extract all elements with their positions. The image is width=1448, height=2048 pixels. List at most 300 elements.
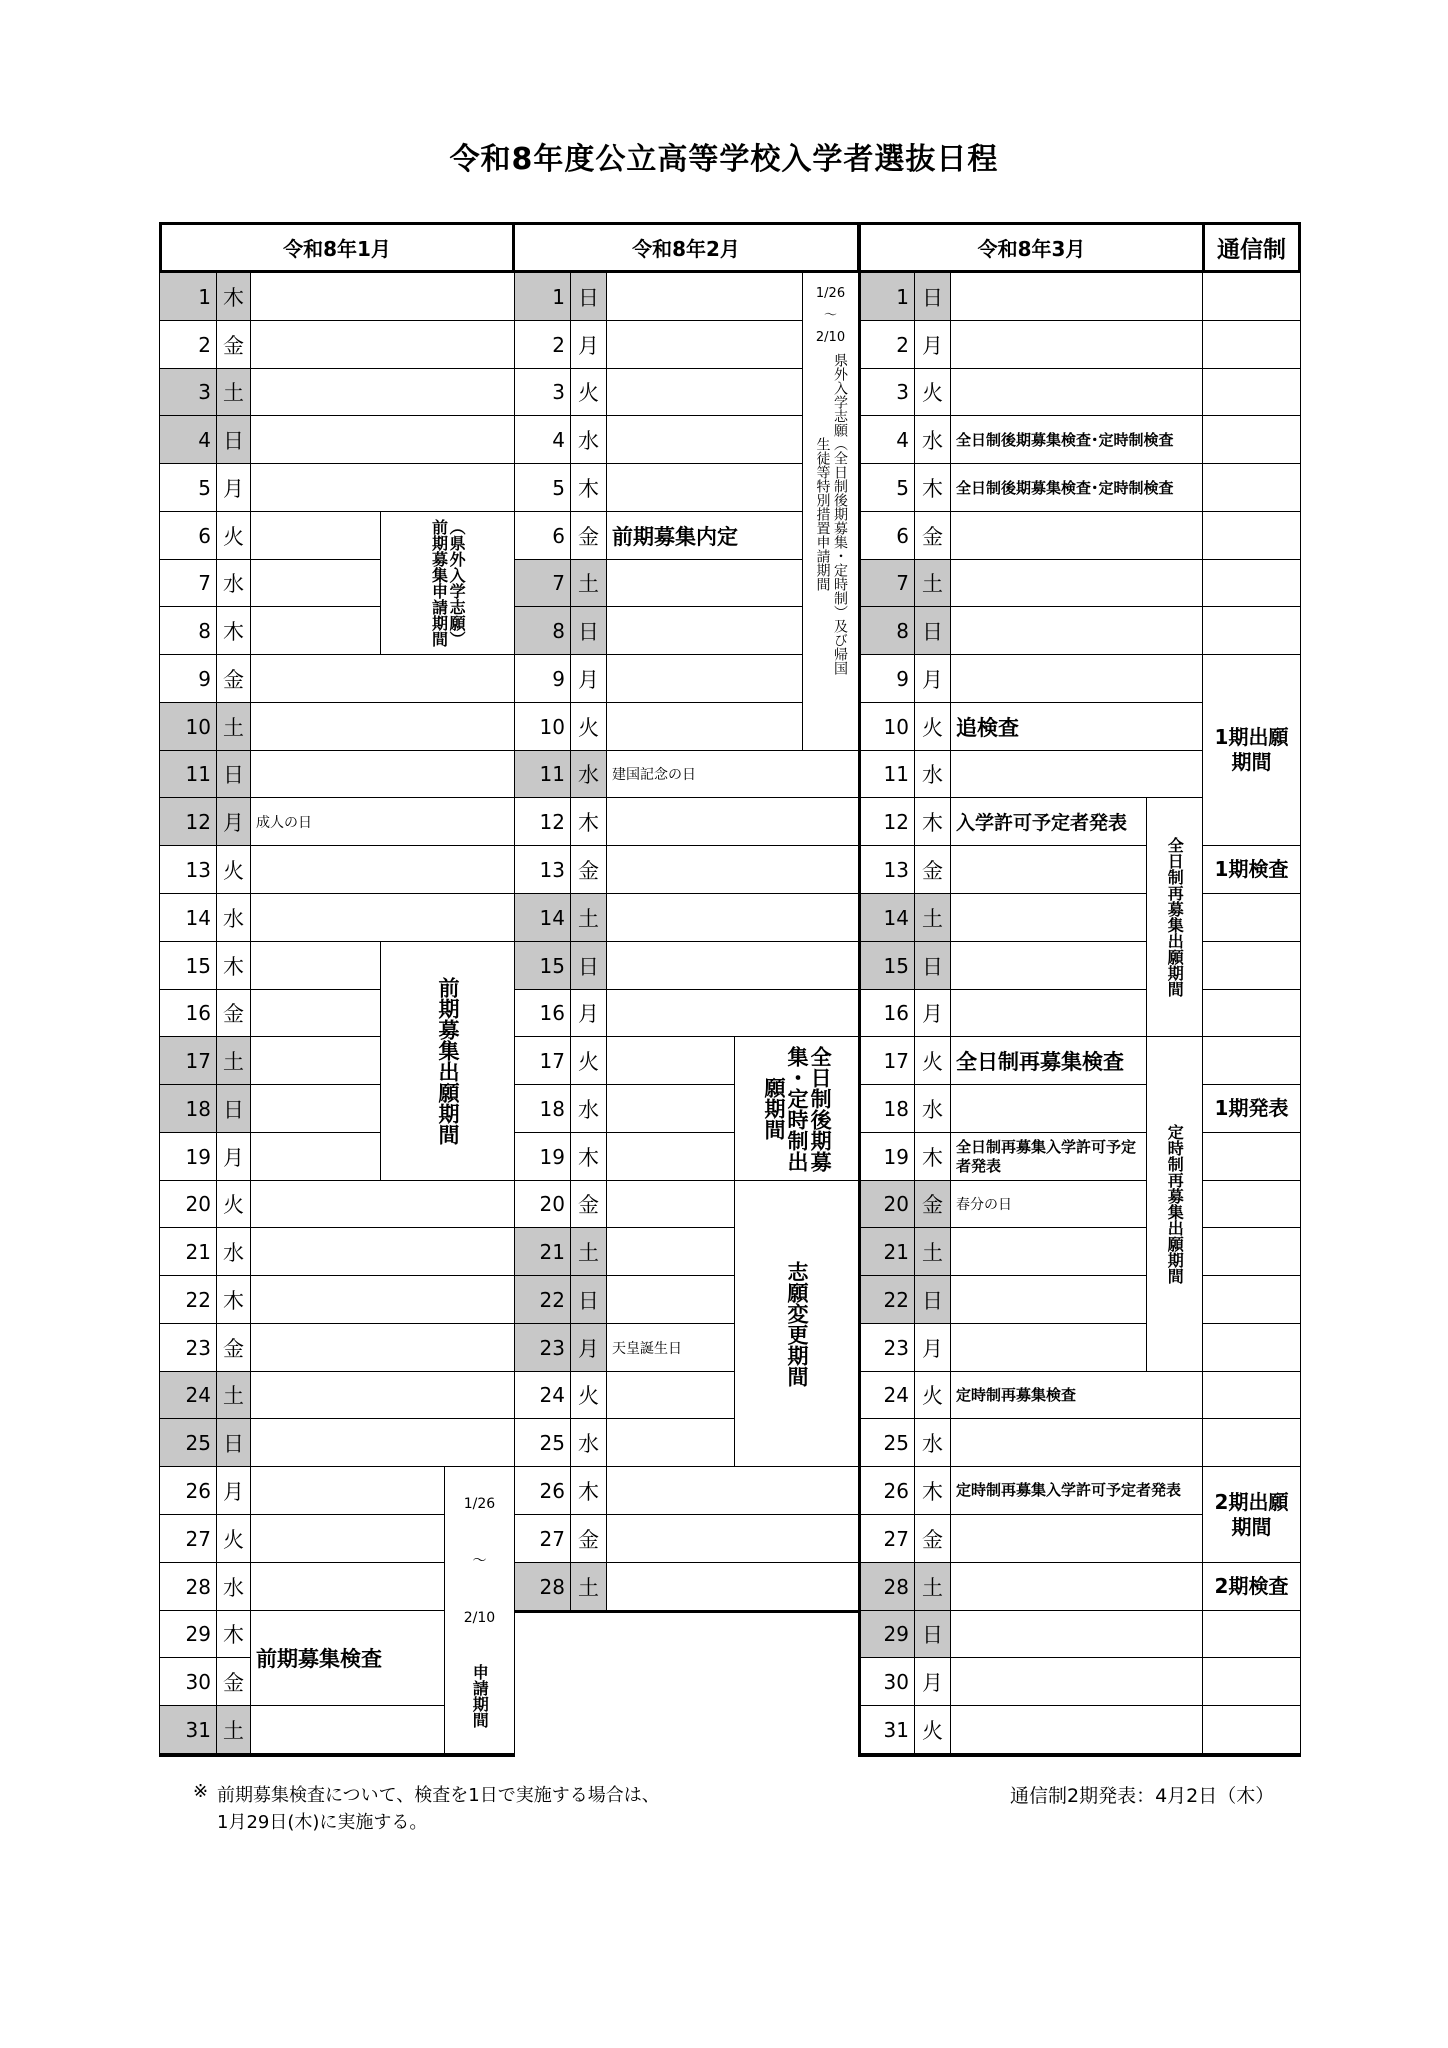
mar-date-29: 29 bbox=[860, 1610, 915, 1658]
feb-weekday-20: 金 bbox=[570, 1180, 607, 1228]
jan-date-21: 21 bbox=[159, 1227, 217, 1276]
feb-note-16 bbox=[606, 989, 859, 1037]
jan-date-24: 24 bbox=[159, 1371, 217, 1419]
feb-date-20: 20 bbox=[514, 1180, 571, 1228]
mar-note-14 bbox=[950, 893, 1147, 942]
jan-note-23 bbox=[250, 1323, 515, 1372]
mar-note-23 bbox=[950, 1323, 1147, 1372]
jan-weekday-19: 月 bbox=[216, 1132, 251, 1181]
feb-note-2 bbox=[606, 320, 803, 369]
feb-kengai-period bbox=[802, 272, 859, 751]
mar-weekday-8: 日 bbox=[914, 606, 951, 655]
tsushin-23 bbox=[1202, 1323, 1301, 1372]
jan-weekday-24: 土 bbox=[216, 1371, 251, 1419]
jan-weekday-3: 土 bbox=[216, 368, 251, 416]
feb-date-23: 23 bbox=[514, 1323, 571, 1372]
mar-weekday-17: 火 bbox=[914, 1036, 951, 1085]
mar-date-27: 27 bbox=[860, 1514, 915, 1563]
mar-date-21: 21 bbox=[860, 1227, 915, 1276]
mar-note-15 bbox=[950, 941, 1147, 990]
jan-weekday-28: 水 bbox=[216, 1562, 251, 1611]
jan-note-9 bbox=[250, 654, 515, 703]
jan-date-4: 4 bbox=[159, 415, 217, 464]
mar-date-18: 18 bbox=[860, 1084, 915, 1133]
feb-weekday-27: 金 bbox=[570, 1514, 607, 1563]
mar-weekday-9: 月 bbox=[914, 654, 951, 703]
mar-date-30: 30 bbox=[860, 1657, 915, 1706]
feb-date-1: 1 bbox=[514, 272, 571, 321]
jan-date-25: 25 bbox=[159, 1418, 217, 1467]
feb-weekday-25: 水 bbox=[570, 1418, 607, 1467]
jan-date-11: 11 bbox=[159, 750, 217, 798]
mar-date-9: 9 bbox=[860, 654, 915, 703]
jan-date-16: 16 bbox=[159, 989, 217, 1037]
jan-note-21 bbox=[250, 1227, 515, 1276]
feb-henkou-period bbox=[734, 1180, 859, 1467]
jan-note-13 bbox=[250, 845, 515, 894]
feb-date-24: 24 bbox=[514, 1371, 571, 1419]
mar-weekday-7: 土 bbox=[914, 559, 951, 607]
tsushin-31 bbox=[1202, 1705, 1301, 1754]
tsushin-phase2-announcement: 通信制2期発表：4月2日（木） bbox=[1010, 1785, 1275, 1807]
feb-weekday-19: 木 bbox=[570, 1132, 607, 1181]
jan-date-19: 19 bbox=[159, 1132, 217, 1181]
jan-kengai-period bbox=[380, 511, 515, 655]
mar-weekday-21: 土 bbox=[914, 1227, 951, 1276]
jan-weekday-6: 火 bbox=[216, 511, 251, 560]
jan-shutsugan-period bbox=[380, 941, 515, 1181]
jan-date-14: 14 bbox=[159, 893, 217, 942]
jan-note-2 bbox=[250, 320, 515, 369]
jan-note-28 bbox=[250, 1562, 445, 1611]
tsushin-19 bbox=[1202, 1132, 1301, 1181]
tsushin-15 bbox=[1202, 941, 1301, 990]
feb-weekday-6: 金 bbox=[570, 511, 607, 560]
feb-date-4: 4 bbox=[514, 415, 571, 464]
mar-weekday-25: 水 bbox=[914, 1418, 951, 1467]
feb-weekday-4: 水 bbox=[570, 415, 607, 464]
jan-note-22 bbox=[250, 1275, 515, 1324]
jan-note-1 bbox=[250, 272, 515, 321]
feb-weekday-16: 月 bbox=[570, 989, 607, 1037]
mar-zen-period bbox=[1146, 797, 1203, 1037]
mar-date-2: 2 bbox=[860, 320, 915, 369]
jan-weekday-21: 水 bbox=[216, 1227, 251, 1276]
jan-date-31: 31 bbox=[159, 1705, 217, 1754]
mar-date-14: 14 bbox=[860, 893, 915, 942]
tsushin-24 bbox=[1202, 1371, 1301, 1419]
feb-kouki-label: 全日制後期募集・定時制出願期間 bbox=[761, 1045, 833, 1172]
jan-date-6: 6 bbox=[159, 511, 217, 560]
jan-weekday-27: 火 bbox=[216, 1514, 251, 1563]
feb-kouki-period bbox=[734, 1036, 859, 1181]
feb-weekday-23: 月 bbox=[570, 1323, 607, 1372]
tsushin-20 bbox=[1202, 1180, 1301, 1228]
feb-date-18: 18 bbox=[514, 1084, 571, 1133]
mar-weekday-28: 土 bbox=[914, 1562, 951, 1611]
jan-note-10 bbox=[250, 702, 515, 751]
jan-weekday-31: 土 bbox=[216, 1705, 251, 1754]
jan-date-17: 17 bbox=[159, 1036, 217, 1085]
jan-date-13: 13 bbox=[159, 845, 217, 894]
feb-note-8 bbox=[606, 606, 803, 655]
feb-date-21: 21 bbox=[514, 1227, 571, 1276]
jan-weekday-15: 木 bbox=[216, 941, 251, 990]
jan-date-10: 10 bbox=[159, 702, 217, 751]
mar-note-7 bbox=[950, 559, 1203, 607]
jan-date-7: 7 bbox=[159, 559, 217, 607]
jan-weekday-22: 木 bbox=[216, 1275, 251, 1324]
jan-date-28: 28 bbox=[159, 1562, 217, 1611]
jan-shinsei-end: 2/10 bbox=[463, 1609, 496, 1626]
tsushin-21 bbox=[1202, 1227, 1301, 1276]
feb-weekday-7: 土 bbox=[570, 559, 607, 607]
mar-note-20: 春分の日 bbox=[950, 1180, 1147, 1228]
feb-date-3: 3 bbox=[514, 368, 571, 416]
jan-weekday-17: 土 bbox=[216, 1036, 251, 1085]
feb-kengai-end: 2/10 bbox=[815, 330, 846, 345]
jan-note-27 bbox=[250, 1514, 445, 1563]
jan-date-22: 22 bbox=[159, 1275, 217, 1324]
jan-note-15 bbox=[250, 941, 381, 990]
feb-note-26 bbox=[606, 1466, 859, 1515]
tsushin-29 bbox=[1202, 1610, 1301, 1658]
mar-weekday-30: 月 bbox=[914, 1657, 951, 1706]
mar-weekday-20: 金 bbox=[914, 1180, 951, 1228]
jan-weekday-30: 金 bbox=[216, 1657, 251, 1706]
feb-date-6: 6 bbox=[514, 511, 571, 560]
feb-weekday-13: 金 bbox=[570, 845, 607, 894]
jan-weekday-26: 月 bbox=[216, 1466, 251, 1515]
feb-weekday-14: 土 bbox=[570, 893, 607, 942]
feb-weekday-12: 木 bbox=[570, 797, 607, 846]
jan-weekday-8: 木 bbox=[216, 606, 251, 655]
jan-note-16 bbox=[250, 989, 381, 1037]
mar-weekday-29: 日 bbox=[914, 1610, 951, 1658]
mar-weekday-27: 金 bbox=[914, 1514, 951, 1563]
mar-date-25: 25 bbox=[860, 1418, 915, 1467]
mar-weekday-5: 木 bbox=[914, 463, 951, 512]
feb-weekday-28: 土 bbox=[570, 1562, 607, 1611]
mar-note-30 bbox=[950, 1657, 1203, 1706]
mar-date-4: 4 bbox=[860, 415, 915, 464]
jan-date-2: 2 bbox=[159, 320, 217, 369]
tsushin-7 bbox=[1202, 559, 1301, 607]
feb-kengai-start: 1/26 bbox=[815, 286, 846, 301]
feb-weekday-26: 木 bbox=[570, 1466, 607, 1515]
feb-date-5: 5 bbox=[514, 463, 571, 512]
tsushin-8 bbox=[1202, 606, 1301, 655]
mar-weekday-16: 月 bbox=[914, 989, 951, 1037]
jan-date-8: 8 bbox=[159, 606, 217, 655]
jan-note-18 bbox=[250, 1084, 381, 1133]
feb-weekday-9: 月 bbox=[570, 654, 607, 703]
mar-note-5: 全日制後期募集検査･定時制検査 bbox=[950, 463, 1203, 512]
jan-shutsugan-label: 前期募集出願期間 bbox=[436, 977, 461, 1145]
header-jan: 令和8年1月 bbox=[159, 222, 515, 273]
jan-note-26 bbox=[250, 1466, 445, 1515]
jan-shinsei-label: 申請期間 bbox=[470, 1663, 490, 1728]
mar-weekday-23: 月 bbox=[914, 1323, 951, 1372]
feb-note-15 bbox=[606, 941, 859, 990]
jan-kengai-label: （県外入学志願）前期募集申請期間 bbox=[429, 519, 467, 647]
mar-note-8 bbox=[950, 606, 1203, 655]
mar-weekday-13: 金 bbox=[914, 845, 951, 894]
jan-weekday-4: 日 bbox=[216, 415, 251, 464]
jan-weekday-20: 火 bbox=[216, 1180, 251, 1228]
tsushin-4 bbox=[1202, 415, 1301, 464]
jan-note-24 bbox=[250, 1371, 515, 1419]
feb-weekday-11: 水 bbox=[570, 750, 607, 798]
tsushin-shutsugan1: 1期出願期間 bbox=[1202, 654, 1301, 846]
jan-weekday-5: 月 bbox=[216, 463, 251, 512]
mar-weekday-10: 火 bbox=[914, 702, 951, 751]
mar-date-19: 19 bbox=[860, 1132, 915, 1181]
jan-date-15: 15 bbox=[159, 941, 217, 990]
mar-date-22: 22 bbox=[860, 1275, 915, 1324]
feb-note-7 bbox=[606, 559, 803, 607]
tsushin-25 bbox=[1202, 1418, 1301, 1467]
jan-weekday-7: 水 bbox=[216, 559, 251, 607]
jan-note-19 bbox=[250, 1132, 381, 1181]
jan-date-26: 26 bbox=[159, 1466, 217, 1515]
jan-weekday-9: 金 bbox=[216, 654, 251, 703]
feb-date-16: 16 bbox=[514, 989, 571, 1037]
mar-note-1 bbox=[950, 272, 1203, 321]
mar-weekday-3: 火 bbox=[914, 368, 951, 416]
feb-date-9: 9 bbox=[514, 654, 571, 703]
mar-date-24: 24 bbox=[860, 1371, 915, 1419]
footnote-line-2: 1月29日(木)に実施する。 bbox=[217, 1812, 428, 1833]
mar-date-17: 17 bbox=[860, 1036, 915, 1085]
feb-henkou-label: 志願変更期間 bbox=[785, 1260, 810, 1387]
mar-note-4: 全日制後期募集検査･定時制検査 bbox=[950, 415, 1203, 464]
mar-date-7: 7 bbox=[860, 559, 915, 607]
mar-weekday-24: 火 bbox=[914, 1371, 951, 1419]
mar-weekday-1: 日 bbox=[914, 272, 951, 321]
mar-tei-label: 定時制再募集出願期間 bbox=[1165, 1124, 1185, 1284]
mar-date-26: 26 bbox=[860, 1466, 915, 1515]
feb-weekday-8: 日 bbox=[570, 606, 607, 655]
feb-date-14: 14 bbox=[514, 893, 571, 942]
feb-date-8: 8 bbox=[514, 606, 571, 655]
feb-note-13 bbox=[606, 845, 859, 894]
feb-date-13: 13 bbox=[514, 845, 571, 894]
tsushin-kensa2: 2期検査 bbox=[1202, 1562, 1301, 1611]
jan-note-29-30: 前期募集検査 bbox=[250, 1610, 445, 1706]
jan-date-3: 3 bbox=[159, 368, 217, 416]
mar-note-28 bbox=[950, 1562, 1203, 1611]
feb-note-24 bbox=[606, 1371, 735, 1419]
jan-shinsei-start: 1/26 bbox=[463, 1495, 496, 1512]
feb-note-20 bbox=[606, 1180, 735, 1228]
jan-date-27: 27 bbox=[159, 1514, 217, 1563]
jan-weekday-11: 日 bbox=[216, 750, 251, 798]
feb-note-18 bbox=[606, 1084, 735, 1133]
feb-date-15: 15 bbox=[514, 941, 571, 990]
feb-date-26: 26 bbox=[514, 1466, 571, 1515]
feb-note-23: 天皇誕生日 bbox=[606, 1323, 735, 1372]
mar-weekday-31: 火 bbox=[914, 1705, 951, 1754]
feb-note-25 bbox=[606, 1418, 735, 1467]
mar-date-6: 6 bbox=[860, 511, 915, 560]
tsushin-22 bbox=[1202, 1275, 1301, 1324]
jan-note-6 bbox=[250, 511, 381, 560]
jan-note-5 bbox=[250, 463, 515, 512]
mar-weekday-19: 木 bbox=[914, 1132, 951, 1181]
tsushin-kensa1: 1期検査 bbox=[1202, 845, 1301, 894]
jan-note-17 bbox=[250, 1036, 381, 1085]
feb-note-4 bbox=[606, 415, 803, 464]
mar-note-19: 全日制再募集入学許可予定者発表 bbox=[950, 1132, 1147, 1181]
feb-weekday-3: 火 bbox=[570, 368, 607, 416]
tsushin-2 bbox=[1202, 320, 1301, 369]
mar-date-23: 23 bbox=[860, 1323, 915, 1372]
feb-date-2: 2 bbox=[514, 320, 571, 369]
feb-date-11: 11 bbox=[514, 750, 571, 798]
feb-date-27: 27 bbox=[514, 1514, 571, 1563]
mar-note-9 bbox=[950, 654, 1203, 703]
jan-weekday-23: 金 bbox=[216, 1323, 251, 1372]
tsushin-5 bbox=[1202, 463, 1301, 512]
feb-kengai-tilde: ～ bbox=[823, 308, 837, 323]
feb-weekday-17: 火 bbox=[570, 1036, 607, 1085]
feb-note-5 bbox=[606, 463, 803, 512]
feb-note-6: 前期募集内定 bbox=[606, 511, 803, 560]
header-feb: 令和8年2月 bbox=[512, 222, 860, 273]
feb-date-22: 22 bbox=[514, 1275, 571, 1324]
jan-note-25 bbox=[250, 1418, 515, 1467]
tsushin-16 bbox=[1202, 989, 1301, 1037]
mar-note-27 bbox=[950, 1514, 1203, 1563]
mar-note-13 bbox=[950, 845, 1147, 894]
mar-note-3 bbox=[950, 368, 1203, 416]
mar-weekday-15: 日 bbox=[914, 941, 951, 990]
jan-date-9: 9 bbox=[159, 654, 217, 703]
jan-weekday-2: 金 bbox=[216, 320, 251, 369]
jan-shinsei-period bbox=[444, 1466, 515, 1754]
jan-weekday-18: 日 bbox=[216, 1084, 251, 1133]
mar-date-10: 10 bbox=[860, 702, 915, 751]
mar-weekday-18: 水 bbox=[914, 1084, 951, 1133]
feb-note-19 bbox=[606, 1132, 735, 1181]
mar-note-18 bbox=[950, 1084, 1147, 1133]
jan-weekday-14: 水 bbox=[216, 893, 251, 942]
feb-note-17 bbox=[606, 1036, 735, 1085]
mar-date-1: 1 bbox=[860, 272, 915, 321]
tsushin-3 bbox=[1202, 368, 1301, 416]
tsushin-14 bbox=[1202, 893, 1301, 942]
feb-date-12: 12 bbox=[514, 797, 571, 846]
feb-date-17: 17 bbox=[514, 1036, 571, 1085]
jan-date-30: 30 bbox=[159, 1657, 217, 1706]
feb-note-21 bbox=[606, 1227, 735, 1276]
jan-date-20: 20 bbox=[159, 1180, 217, 1228]
tsushin-30 bbox=[1202, 1657, 1301, 1706]
feb-weekday-2: 月 bbox=[570, 320, 607, 369]
jan-note-31 bbox=[250, 1705, 445, 1754]
feb-weekday-10: 火 bbox=[570, 702, 607, 751]
feb-note-22 bbox=[606, 1275, 735, 1324]
jan-note-4 bbox=[250, 415, 515, 464]
mar-note-25 bbox=[950, 1418, 1203, 1467]
mar-date-3: 3 bbox=[860, 368, 915, 416]
header-mar: 令和8年3月 bbox=[858, 222, 1205, 273]
mar-date-15: 15 bbox=[860, 941, 915, 990]
tsushin-shutsugan2: 2期出願期間 bbox=[1202, 1466, 1301, 1563]
jan-weekday-12: 月 bbox=[216, 797, 251, 846]
mar-note-26: 定時制再募集入学許可予定者発表 bbox=[950, 1466, 1203, 1515]
mar-weekday-12: 木 bbox=[914, 797, 951, 846]
tsushin-17 bbox=[1202, 1036, 1301, 1085]
mar-weekday-6: 金 bbox=[914, 511, 951, 560]
jan-date-18: 18 bbox=[159, 1084, 217, 1133]
tsushin-1 bbox=[1202, 272, 1301, 321]
feb-note-9 bbox=[606, 654, 803, 703]
jan-note-8 bbox=[250, 606, 381, 655]
feb-kengai-label: 県外入学志願（全日制後期募集・定時制）及び帰国生徒等特別措置申請期間 bbox=[814, 353, 848, 675]
feb-date-10: 10 bbox=[514, 702, 571, 751]
mar-note-6 bbox=[950, 511, 1203, 560]
feb-weekday-1: 日 bbox=[570, 272, 607, 321]
header-tsushin: 通信制 bbox=[1202, 222, 1301, 273]
jan-note-7 bbox=[250, 559, 381, 607]
jan-weekday-29: 木 bbox=[216, 1610, 251, 1658]
mar-date-5: 5 bbox=[860, 463, 915, 512]
feb-weekday-21: 土 bbox=[570, 1227, 607, 1276]
feb-weekday-5: 木 bbox=[570, 463, 607, 512]
feb-note-12 bbox=[606, 797, 859, 846]
mar-weekday-2: 月 bbox=[914, 320, 951, 369]
feb-weekday-18: 水 bbox=[570, 1084, 607, 1133]
jan-date-23: 23 bbox=[159, 1323, 217, 1372]
feb-weekday-24: 火 bbox=[570, 1371, 607, 1419]
jan-note-3 bbox=[250, 368, 515, 416]
tsushin-6 bbox=[1202, 511, 1301, 560]
jan-weekday-16: 金 bbox=[216, 989, 251, 1037]
jan-weekday-13: 火 bbox=[216, 845, 251, 894]
jan-note-20 bbox=[250, 1180, 515, 1228]
jan-weekday-1: 木 bbox=[216, 272, 251, 321]
feb-note-3 bbox=[606, 368, 803, 416]
tsushin-happyo1: 1期発表 bbox=[1202, 1084, 1301, 1133]
jan-note-12: 成人の日 bbox=[250, 797, 515, 846]
mar-date-31: 31 bbox=[860, 1705, 915, 1754]
feb-date-19: 19 bbox=[514, 1132, 571, 1181]
jan-date-1: 1 bbox=[159, 272, 217, 321]
mar-tei-period bbox=[1146, 1036, 1203, 1372]
feb-date-7: 7 bbox=[514, 559, 571, 607]
jan-weekday-10: 土 bbox=[216, 702, 251, 751]
mar-note-22 bbox=[950, 1275, 1147, 1324]
jan-note-14 bbox=[250, 893, 515, 942]
mar-note-11 bbox=[950, 750, 1203, 798]
feb-note-10 bbox=[606, 702, 803, 751]
jan-weekday-25: 日 bbox=[216, 1418, 251, 1467]
mar-zen-label: 全日制再募集出願期間 bbox=[1165, 837, 1185, 997]
jan-note-11 bbox=[250, 750, 515, 798]
feb-note-1 bbox=[606, 272, 803, 321]
mar-note-2 bbox=[950, 320, 1203, 369]
feb-date-28: 28 bbox=[514, 1562, 571, 1611]
mar-date-28: 28 bbox=[860, 1562, 915, 1611]
mar-note-24: 定時制再募集検査 bbox=[950, 1371, 1203, 1419]
mar-weekday-11: 水 bbox=[914, 750, 951, 798]
feb-weekday-22: 日 bbox=[570, 1275, 607, 1324]
footnote-mark: ※ bbox=[193, 1781, 209, 1802]
page-title: 令和8年度公立高等学校入学者選抜日程 bbox=[449, 142, 999, 177]
mar-date-12: 12 bbox=[860, 797, 915, 846]
